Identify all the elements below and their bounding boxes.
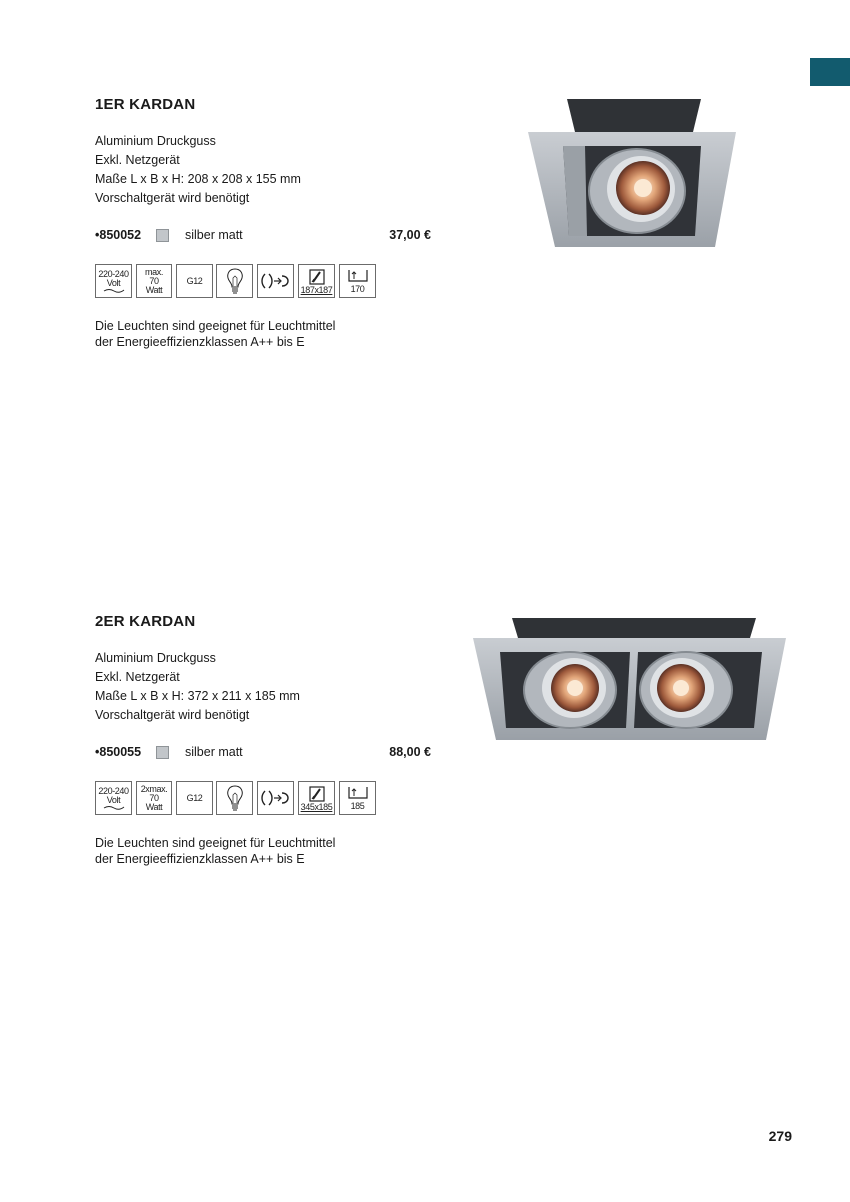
wattage-unit: Watt [145,284,163,295]
installation-depth-icon [339,781,376,815]
spec-dimensions: Maße L x B x H: 208 x 208 x 155 mm [95,172,301,186]
color-name: silber matt [185,745,243,759]
cutout-size-icon [298,781,335,815]
product-specs [95,132,435,208]
color-swatch [156,229,169,242]
product-image-1er-kardan [525,96,739,250]
energy-note-line: der Energieeffizienzklassen A++ bis E [95,851,305,866]
spec-ballast: Vorschaltgerät wird benötigt [95,708,250,722]
socket-icon [176,781,213,815]
spec-dimensions: Maße L x B x H: 372 x 211 x 185 mm [95,689,300,703]
swivel-adjustable-icon [257,264,294,298]
spec-power-supply: Exkl. Netzgerät [95,153,180,167]
wattage-prefix: max. [145,266,163,277]
bulb-icon [216,264,253,298]
spec-ballast: Vorschaltgerät wird benötigt [95,191,250,205]
product-specs [95,649,435,725]
article-number: •850055 [95,745,142,759]
energy-note [95,836,435,867]
voltage-unit: Volt [106,277,121,288]
sku-row [95,745,435,763]
socket-type: G12 [186,275,203,286]
voltage-icon [95,264,132,298]
price: 37,00 € [389,228,431,242]
energy-note-line: Die Leuchten sind geeignet für Leuchtmittel [95,836,336,850]
voltage-range: 220-240 [98,785,129,796]
wattage-prefix: 2xmax. [140,783,168,794]
voltage-range: 220-240 [98,268,129,279]
voltage-icon [95,781,132,815]
voltage-unit: Volt [106,794,121,805]
spec-material: Aluminium Druckguss [95,134,216,148]
installation-depth-icon [339,264,376,298]
cutout-dimensions: 187x187 [300,284,333,295]
product-title [95,613,435,630]
cutout-dimensions: 345x185 [300,801,333,812]
installation-depth: 185 [350,800,365,811]
swivel-adjustable-icon [257,781,294,815]
spec-icons-row [95,264,435,300]
price: 88,00 € [389,745,431,759]
spec-power-supply: Exkl. Netzgerät [95,670,180,684]
energy-note [95,319,435,350]
page-number: 279 [768,1128,792,1144]
sku-row [95,228,435,246]
wattage-unit: Watt [145,801,163,812]
color-swatch [156,746,169,759]
section-tab-marker [810,58,850,86]
energy-note-line: der Energieeffizienzklassen A++ bis E [95,334,305,349]
product-title-name: KARDAN [129,613,196,630]
cutout-size-icon [298,264,335,298]
wattage-value: 70 [149,792,159,803]
product-title [95,96,435,113]
socket-icon [176,264,213,298]
wattage-value: 70 [149,275,159,286]
wattage-icon [136,264,172,298]
article-number: •850052 [95,228,142,242]
product-1er-kardan [95,96,435,350]
bulb-icon [216,781,253,815]
color-name: silber matt [185,228,243,242]
wattage-icon [136,781,172,815]
product-image-2er-kardan [470,616,788,742]
product-title-prefix: 2ER [95,613,125,630]
spec-icons-row [95,781,435,817]
product-2er-kardan [95,613,435,867]
product-title-prefix: 1ER [95,96,125,113]
installation-depth: 170 [350,283,365,294]
energy-note-line: Die Leuchten sind geeignet für Leuchtmittel [95,319,336,333]
product-title-name: KARDAN [129,96,196,113]
socket-type: G12 [186,792,203,803]
spec-material: Aluminium Druckguss [95,651,216,665]
